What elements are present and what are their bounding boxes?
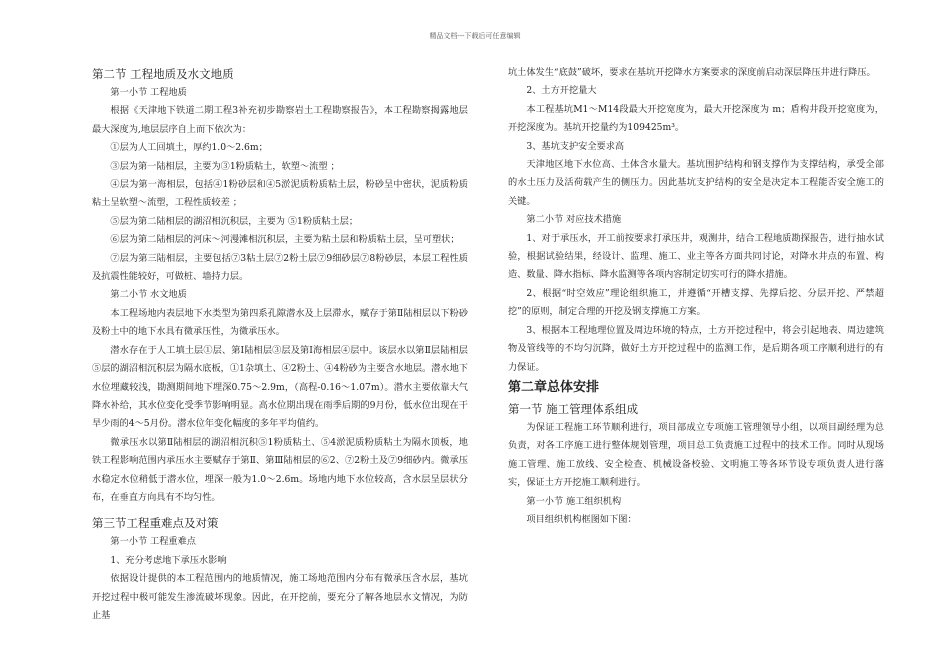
layer-3: ③层为第一陆相层，主要为③1粉质粘土，软塑～流塑 ； — [110, 160, 340, 172]
paragraph-water-2: 潜水存在于人工填土层①层、第Ⅰ陆相层③层及第Ⅰ海相层④层中。该层水以第Ⅱ层陆相层⑤层的湖沼相沉积层为隔水底板，①1杂填土、④2粉土、④4粉砂为主要含水地层。潜水地下水位埋藏较浅，勘测期间地下埋深0.75～2.9m，（高程-0.16～1.07m）。潜水主要依靠大气降水补给，其水位变化受季节影响明显。高水位期出现在雨季后期的9月份，低水位出现在干旱少雨的4～5月份。潜水位年变化幅度的多年平均值约。 — [92, 344, 468, 430]
item-3-title: 3、基坑支护安全要求高 — [526, 140, 625, 152]
subsection-title-hydrogeology: 第二小节 水文地质 — [110, 289, 187, 301]
layer-7: ⑦层为第三陆相层，主要包括⑦3粘土层⑦2粉土层⑦9细砂层⑦8粉砂层，本层工程性质及抗震性能较好，可做桩、墙持力层。 — [92, 252, 468, 283]
section-title-difficulties: 第三节工程重难点及对策 — [92, 516, 219, 531]
paragraph-water-3: 微承压水以第Ⅱ陆相层的湖沼相沉积⑤1粉质粘土、⑤4淤泥质粉质粘土为隔水顶板，地铁工程影响范围内承压水主要赋存于第Ⅱ、第Ⅲ陆相层的⑥2、⑦2粉土及⑦9细砂内。微承压水稳定水位稍低于潜水位，埋深一般为1.0～2.6m。场地内地下水位较高，含水层呈层状分布，在垂直方向具有不均匀性。 — [92, 436, 468, 503]
measure-2: 2、根据“时空效应”理论组织施工，并遵循“开槽支撑、先撑后挖、分层开挖、严禁超挖”的原则，制定合理的开挖及钢支撑施工方案。 — [508, 287, 884, 318]
layer-4: ④层为第一海相层，包括④1粉砂层和④5淤泥质粉质粘土层，粉砂呈中密状，泥质粉质粘土呈软塑～流塑，工程性质较差 ； — [92, 179, 468, 209]
item-2-title: 2、土方开挖量大 — [526, 85, 597, 97]
layer-1: ①层为人工回填土，厚约1.0～2.6m； — [110, 142, 268, 154]
paragraph-item-1: 依据设计提供的本工程范围内的地质情况，施工场地范围内分布有微承压含水层，基坑开挖过程中极可能发生渗流破坏现象。因此，在开挖前，要充分了解各地层水文情况，为防止基 — [92, 573, 468, 621]
section-title-geology: 第二节 工程地质及水文地质 — [92, 67, 234, 81]
layer-6: ⑥层为第二陆相层的河床～河漫滩相沉积层，主要为粘土层和粉质粘土层，呈可塑状； — [110, 234, 460, 246]
layer-5: ⑤层为第二陆相层的湖沼相沉积层，主要为 ⑤1粉质粘土层； — [110, 215, 359, 227]
page-header: 精品文档---下载后可任意编辑 — [429, 32, 521, 40]
subsection-title-difficulties: 第一小节 工程重难点 — [110, 536, 196, 548]
subsection-title-organization: 第一小节 施工组织机构 — [526, 495, 622, 507]
paragraph-item-2: 本工程基坑M1～M14段最大开挖宽度为，最大开挖深度为 m；盾构井段开挖宽度为，开挖深度为。基坑开挖量约为109425m³。 — [508, 103, 884, 134]
paragraph-management: 为保证工程施工环节顺利进行，项目部成立专项施工管理领导小组，以项目副经理为总负责，对各工序施工进行整体规划管理，项目总工负责施工过程中的技术工作。同时从现场施工管理、施工放线、安全检查、机械设备校验、文明施工等各环节设专项负责人进行落实，保证土方开挖施工顺利进行。 — [508, 421, 884, 489]
subsection-title-measures: 第二小节 对应技术措施 — [526, 214, 622, 226]
chapter-title: 第二章总体安排 — [508, 379, 600, 395]
paragraph-report: 根据《天津地下铁道二期工程3补充初步勘察岩土工程勘察报告》，本工程勘察揭露地层最大深度为,地层层序自上而下依次为： — [92, 105, 468, 135]
measure-3: 3、根据本工程地理位置及周边环境的特点，土方开挖过程中，将会引起地表、周边建筑物及管线等的不均匀沉降，做好土方开挖过程中的监测工作，是后期各项工序顺利进行的有力保证。 — [508, 324, 884, 373]
paragraph-continued: 坑土体发生“底鼓”破坏，要求在基坑开挖降水方案要求的深度前启动深层降压井进行降压。 — [508, 67, 876, 78]
left-column — [92, 64, 468, 625]
measure-1: 1、对于承压水，开工前按要求打承压井，观测井，结合工程地质勘探报告，进行抽水试验，根据试验结果，经设计、监理、施工、业主等各方面共同讨论，对降水井点的布置、构造、数量、降水指标、降水监测等各项内容制定切实可行的降水措施。 — [508, 232, 884, 281]
right-column — [508, 64, 884, 529]
subsection-title-engineering-geology: 第一小节 工程地质 — [110, 87, 187, 98]
paragraph-water-1: 本工程场地内表层地下水类型为第四系孔隙潜水及上层滞水，赋存于第Ⅱ陆相层以下粉砂及粉土中的地下水具有微承压性，为微承压水。 — [92, 307, 468, 338]
section-title-management: 第一节 施工管理体系组成 — [508, 401, 639, 416]
item-1-title: 1、充分考虑地下承压水影响 — [110, 554, 227, 566]
paragraph-org-chart: 项目组织机构框图如下图： — [526, 513, 637, 525]
paragraph-item-3: 天津地区地下水位高、土体含水量大。基坑围护结构和钢支撑作为支撑结构，承受全部的水土压力及活荷载产生的侧压力。因此基坑支护结构的安全是决定本工程能否安全施工的关键。 — [508, 159, 884, 207]
